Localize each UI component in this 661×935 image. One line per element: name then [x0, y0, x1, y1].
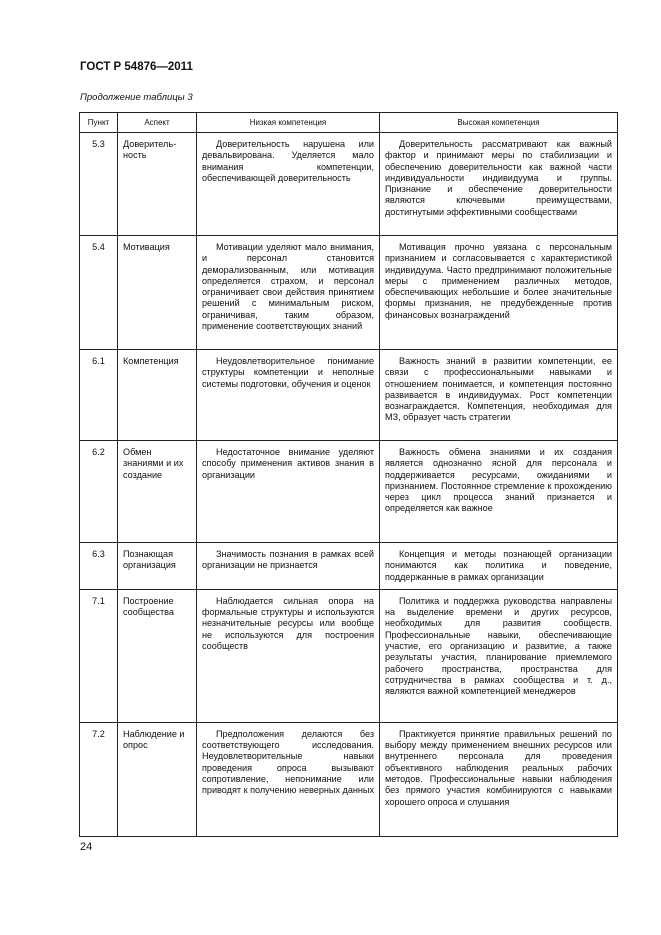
aspect-cell: Доверитель-ность [118, 133, 197, 236]
page-number: 24 [80, 841, 93, 853]
table-row [80, 543, 618, 590]
low-competence-cell: Доверительность нарушена или девальвирована. Уделяется мало внимания компетенции, обеспечивающей доверительность [197, 133, 380, 236]
low-competence-cell: Предположения делаются без соответствующего исследования. Неудовлетворительные навыки проведения опроса вызывают сопротивление, непонимание или приводят к получению неверных данных [197, 722, 380, 836]
item-number: 6.2 [80, 441, 118, 543]
aspect-cell: Познающая организация [118, 543, 197, 590]
column-header-aspect: Аспект [118, 113, 197, 133]
item-number: 7.1 [80, 589, 118, 722]
standard-title: ГОСТ Р 54876—2011 [80, 61, 193, 73]
column-header-item: Пункт [80, 113, 118, 133]
table-row [80, 133, 618, 236]
aspect-cell: Обмен знаниями и их создание [118, 441, 197, 543]
item-number: 5.4 [80, 236, 118, 350]
table-row [80, 441, 618, 543]
high-competence-cell: Доверительность рассматривают как важный фактор и принимают меры по стабилизации и обеспечению доверительности как важной части индивидуальности индивидуума и группы. Признание и обеспечение доверительности являются ключевыми преимуществами, достигнутыми эффективными сообществами [380, 133, 618, 236]
column-header-low-competence: Низкая компетенция [197, 113, 380, 133]
item-number: 6.3 [80, 543, 118, 590]
low-competence-cell: Мотивации уделяют мало внимания, и персонал становится деморализованным, или мотивация определяется страхом, и персонал ограничивает свои действия принятием решений с минимальным риском, ограничивая, таким образом, применение соответствующих знаний [197, 236, 380, 350]
table-row [80, 722, 618, 836]
table-row [80, 589, 618, 722]
competence-table [79, 112, 618, 837]
high-competence-cell: Мотивация прочно увязана с персональным признанием и согласовывается с характеристикой индивидуума. Часто предпринимают положительные меры с применением различных методов, обеспечивающих небольшие и более значительные формы признания, не предубежденные против финансовых вознаграждений [380, 236, 618, 350]
column-header-high-competence: Высокая компетенция [380, 113, 618, 133]
high-competence-cell: Важность знаний в развитии компетенции, ее связи с профессиональными навыками и отношением понимается, и компетенция постоянно развивается в индивидуумах. Рост компетенции вознаграждается. Компетенция, необходимая для МЗ, образует часть стратегии [380, 350, 618, 441]
item-number: 6.1 [80, 350, 118, 441]
low-competence-cell: Недостаточное внимание уделяют способу применения активов знания в организации [197, 441, 380, 543]
table-row [80, 236, 618, 350]
low-competence-cell: Неудовлетворительное понимание структуры компетенции и неполные системы подготовки, обучения и оценок [197, 350, 380, 441]
item-number: 7.2 [80, 722, 118, 836]
high-competence-cell: Концепция и методы познающей организации понимаются как политика и поведение, поддержанные в рамках организации [380, 543, 618, 590]
table-header-row [80, 113, 618, 133]
high-competence-cell: Политика и поддержка руководства направлены на выделение времени и других ресурсов, необходимых для развития сообществ. Профессиональные навыки, обеспечивающие участие, его организацию и развитие, а также результаты участия, планирование приемлемого рабочего пространства, пространства для сотрудничества в рамках сообщества и т. д., являются важной компетенцией менеджеров [380, 589, 618, 722]
table-caption: Продолжение таблицы 3 [80, 92, 193, 103]
table-row [80, 350, 618, 441]
aspect-cell: Наблюдение и опрос [118, 722, 197, 836]
high-competence-cell: Практикуется принятие правильных решений по выбору между применением внешних ресурсов или внутреннего персонала для проведения объективного наблюдения реальных рабочих методов. Профессиональные навыки наблюдения без прямого участия комбинируются с навыками хорошего опроса и слушания [380, 722, 618, 836]
low-competence-cell: Наблюдается сильная опора на формальные структуры и используются незначительные ресурсы или вообще не используются для построения сообществ [197, 589, 380, 722]
aspect-cell: Построение сообщества [118, 589, 197, 722]
item-number: 5.3 [80, 133, 118, 236]
high-competence-cell: Важность обмена знаниями и их создания является однозначно ясной для персонала и поддерживается ресурсами, ожиданиями и признанием. Постоянное стремление к прохождению через цикл процесса знаний признается и определяется как важное [380, 441, 618, 543]
low-competence-cell: Значимость познания в рамках всей организации не признается [197, 543, 380, 590]
aspect-cell: Компетенция [118, 350, 197, 441]
aspect-cell: Мотивация [118, 236, 197, 350]
